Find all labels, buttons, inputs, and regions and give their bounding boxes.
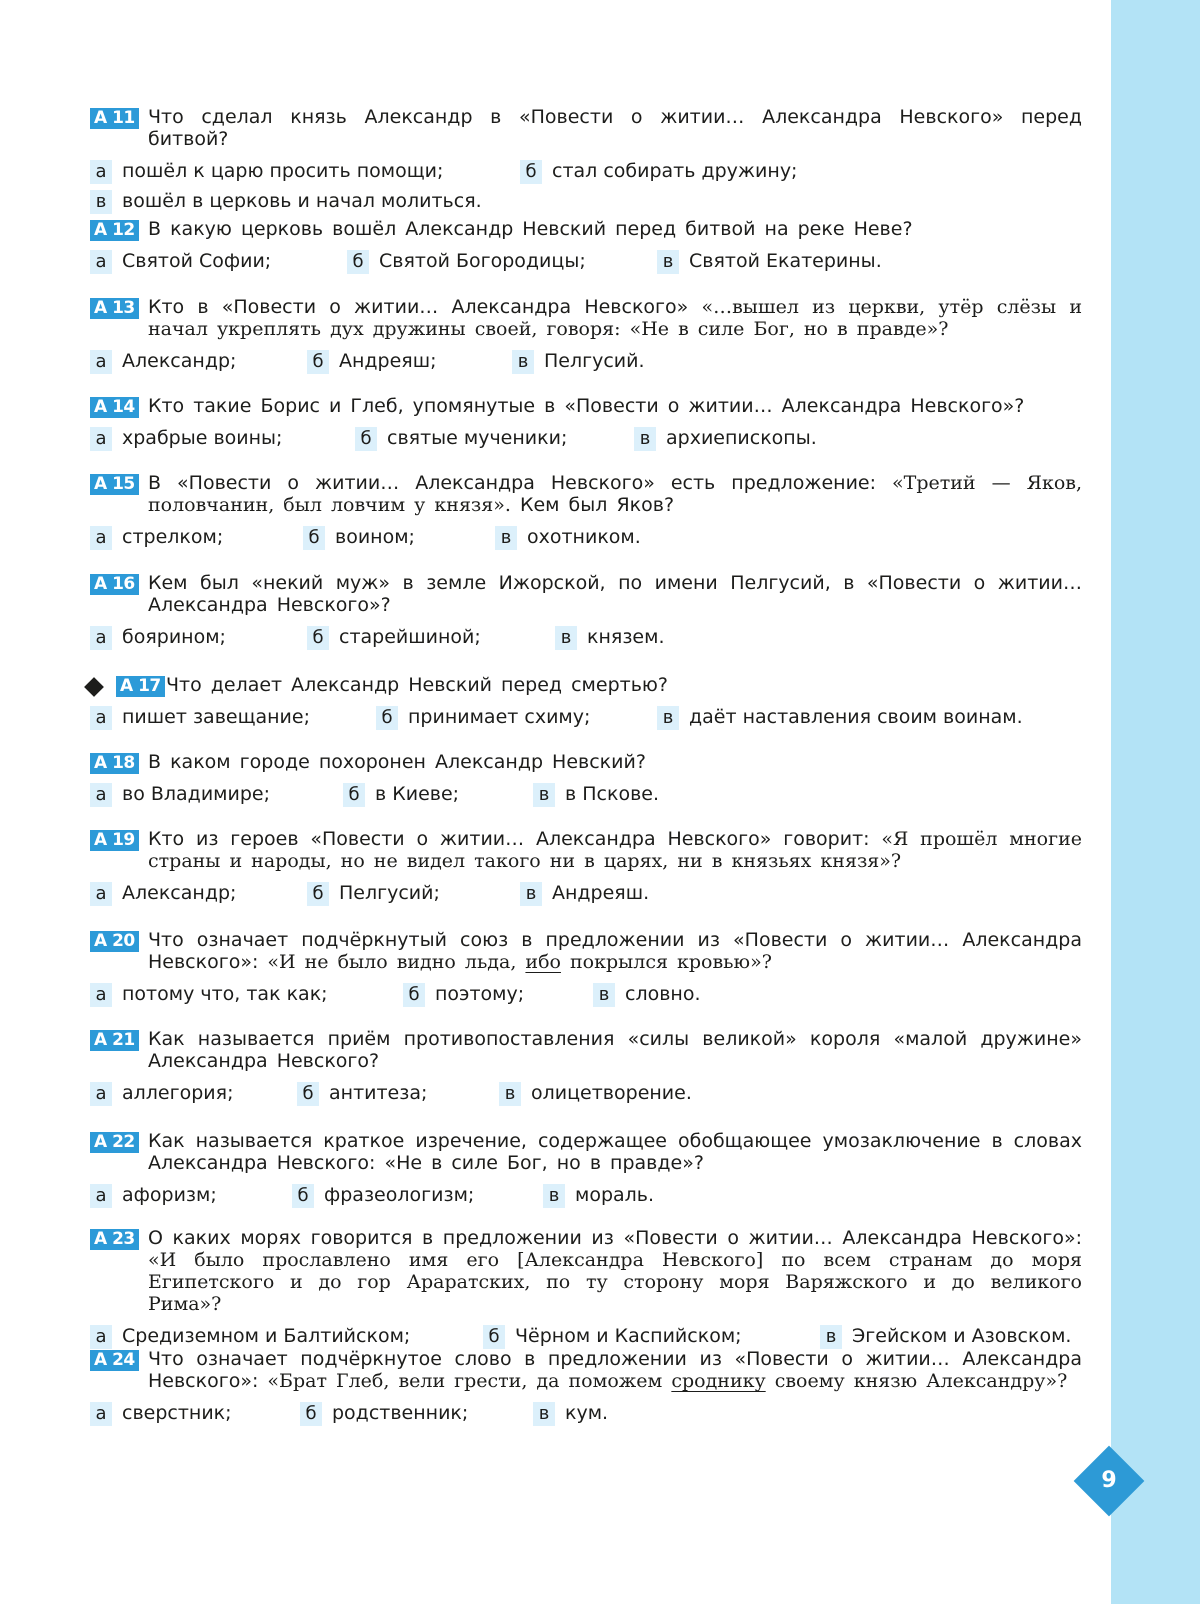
option-a[interactable] (90, 1081, 233, 1106)
option-v[interactable] (543, 1183, 654, 1208)
option-a[interactable] (90, 782, 270, 807)
option-text: Святой Софии; (122, 250, 272, 272)
option-text: вошёл в церковь и начал молиться. (122, 190, 482, 212)
options-row (90, 625, 1082, 651)
option-letter: б (403, 983, 425, 1007)
options-row (90, 982, 1082, 1008)
question-a11 (90, 106, 1082, 215)
option-text: Святой Богородицы; (379, 250, 586, 272)
question-label: А 12 (90, 220, 139, 241)
option-text: Пелгусий. (544, 350, 645, 372)
option-b[interactable] (303, 525, 415, 550)
option-b[interactable] (403, 982, 524, 1007)
option-b[interactable] (347, 249, 586, 274)
option-letter: а (90, 983, 112, 1007)
question-text-part: В «Повести о житии… Александра Невского» есть предложение: (148, 472, 893, 494)
question-text (148, 1227, 1082, 1315)
question-label: А 18 (90, 753, 139, 774)
option-letter: б (303, 526, 325, 550)
option-letter: б (292, 1184, 314, 1208)
option-a[interactable] (90, 426, 282, 451)
option-text: принимает схиму; (408, 706, 591, 728)
options-row (90, 525, 1082, 551)
options-row (90, 881, 1082, 907)
question-header (90, 472, 1082, 516)
question-header (90, 1130, 1082, 1174)
option-text: антитеза; (329, 1082, 428, 1104)
question-label: А 17 (116, 676, 165, 697)
option-text: в Киеве; (375, 783, 460, 805)
options-row (90, 1324, 1082, 1350)
underlined-word: сроднику (671, 1370, 766, 1392)
question-label: А 21 (90, 1030, 139, 1051)
options-row (90, 159, 1082, 185)
option-text: даёт наставления своим воинам. (689, 706, 1023, 728)
option-text: сверстник; (122, 1402, 232, 1424)
option-text: Средиземном и Балтийском; (122, 1325, 411, 1347)
option-a[interactable] (90, 249, 271, 274)
question-header (90, 1227, 1082, 1315)
question-text-part: Что означает подчёркнутый союз в предложении из «Повести о житии… Александра Невского»: (148, 929, 1082, 973)
quoted-passage-part: покрылся кровью»? (560, 951, 772, 973)
option-text: охотником. (527, 526, 641, 548)
question-a18 (90, 751, 1082, 808)
option-b[interactable] (355, 426, 567, 451)
question-text-part: Кто из героев «Повести о житии… Александра Невского» говорит: (148, 828, 882, 850)
option-text: потому что, так как; (122, 983, 328, 1005)
question-a22 (90, 1130, 1082, 1209)
question-text: Кем был «некий муж» в земле Ижорской, по имени Пелгусий, в «Повести о житии… Александра Невского»? (148, 572, 1082, 616)
options-row (90, 349, 1082, 375)
option-letter: а (90, 1082, 112, 1106)
option-letter: в (90, 190, 112, 214)
option-text: Святой Екатерины. (689, 250, 882, 272)
question-a21 (90, 1028, 1082, 1107)
option-b[interactable] (307, 625, 481, 650)
option-text: стал собирать дружину; (552, 160, 798, 182)
option-text: олицетворение. (531, 1082, 692, 1104)
option-text: поэтому; (435, 983, 525, 1005)
quoted-passage (267, 1370, 1067, 1392)
underlined-word: ибо (525, 951, 561, 973)
option-letter: б (376, 706, 398, 730)
option-a[interactable] (90, 1183, 217, 1208)
option-b[interactable] (307, 881, 440, 906)
option-text: Чёрном и Каспийском; (515, 1325, 742, 1347)
option-a[interactable] (90, 982, 328, 1007)
option-letter: б (297, 1082, 319, 1106)
option-v[interactable] (499, 1081, 692, 1106)
option-v[interactable] (533, 1401, 608, 1426)
question-label: А 22 (90, 1132, 139, 1153)
option-v[interactable] (90, 189, 482, 214)
option-b[interactable] (343, 782, 459, 807)
question-a17 (90, 674, 1082, 731)
option-letter: в (512, 350, 534, 374)
question-a19 (90, 828, 1082, 907)
option-b[interactable] (300, 1401, 468, 1426)
option-b[interactable] (292, 1183, 474, 1208)
option-text: афоризм; (122, 1184, 217, 1206)
option-text: Пелгусий; (339, 882, 440, 904)
question-header (90, 674, 1082, 696)
option-text: Эгейском и Азовском. (852, 1325, 1072, 1347)
option-letter: в (657, 250, 679, 274)
question-header (90, 106, 1082, 150)
options-row (90, 782, 1082, 808)
quoted-passage: «Третий — Яков, половчанин, был ловчим у князя». (148, 472, 1082, 516)
question-label: А 11 (90, 108, 139, 129)
question-a12 (90, 218, 1082, 275)
question-a20 (90, 929, 1082, 1008)
question-text: Что сделал князь Александр в «Повести о житии… Александра Невского» перед битвой? (148, 106, 1082, 150)
option-letter: б (307, 626, 329, 650)
question-label: А 19 (90, 830, 139, 851)
option-v[interactable] (634, 426, 817, 451)
option-text: храбрые воины; (122, 427, 283, 449)
option-v[interactable] (820, 1324, 1071, 1349)
question-header (90, 395, 1082, 417)
option-letter: б (520, 160, 542, 184)
question-text-part: Кто в «Повести о житии… Александра Невского» (148, 296, 702, 318)
question-header (90, 828, 1082, 872)
option-text: стрелком; (122, 526, 224, 548)
option-text: в Пскове. (565, 783, 659, 805)
option-text: фразеологизм; (324, 1184, 475, 1206)
question-a14 (90, 395, 1082, 452)
question-label: А 14 (90, 397, 139, 418)
option-letter: а (90, 783, 112, 807)
option-letter: в (495, 526, 517, 550)
options-row (90, 426, 1082, 452)
option-letter: б (343, 783, 365, 807)
option-text: старейшиной; (339, 626, 481, 648)
option-letter: в (543, 1184, 565, 1208)
option-letter: б (307, 882, 329, 906)
option-text: пошёл к царю просить помощи; (122, 160, 444, 182)
option-letter: в (634, 427, 656, 451)
option-v[interactable] (512, 349, 645, 374)
quoted-passage-part: «Брат Глеб, вели грести, да поможем (267, 1370, 672, 1392)
option-letter: б (347, 250, 369, 274)
option-text: Андреяш; (339, 350, 437, 372)
question-text (148, 828, 1082, 872)
option-b[interactable] (297, 1081, 427, 1106)
option-letter: а (90, 1325, 112, 1349)
question-text: Кто такие Борис и Глеб, упомянутые в «Повести о житии… Александра Невского»? (148, 395, 1025, 417)
option-b[interactable] (376, 705, 590, 730)
options-row (90, 1081, 1082, 1107)
quoted-passage (267, 951, 771, 973)
page-edge-band (1111, 0, 1200, 1604)
option-a[interactable] (90, 1401, 232, 1426)
option-letter: в (820, 1325, 842, 1349)
question-text: Как называется приём противопоставления «силы великой» короля «малой дружине» Александра Невского? (148, 1028, 1082, 1072)
question-label: А 15 (90, 474, 139, 495)
quoted-passage-part: своему князю Александру»? (765, 1370, 1068, 1392)
quoted-passage-part: «И не было видно льда, (267, 951, 526, 973)
question-text: В какую церковь вошёл Александр Невский перед битвой на реке Неве? (148, 218, 913, 240)
question-label: А 13 (90, 298, 139, 319)
question-text (148, 929, 1082, 973)
option-text: кум. (565, 1402, 609, 1424)
option-text: аллегория; (122, 1082, 234, 1104)
option-letter: а (90, 427, 112, 451)
question-label: А 16 (90, 574, 139, 595)
quoted-passage: «И было прославлено имя его [Александра Невского] по всем странам до моря Египетского и до гор Араратских, по ту сторону моря Варяжского и до великого Рима»? (148, 1249, 1082, 1315)
option-letter: а (90, 250, 112, 274)
option-text: князем. (587, 626, 665, 648)
question-a13 (90, 296, 1082, 375)
option-text: во Владимире; (122, 783, 271, 805)
option-letter: а (90, 1184, 112, 1208)
option-text: воином; (335, 526, 415, 548)
option-text: святые мученики; (387, 427, 568, 449)
options-row (90, 705, 1082, 731)
option-letter: в (533, 1402, 555, 1426)
option-text: мораль. (575, 1184, 655, 1206)
quoted-passage: «Я прошёл многие страны и народы, но не видел такого ни в царях, ни в князьях князя»? (148, 828, 1082, 872)
option-a[interactable] (90, 625, 226, 650)
question-header (90, 296, 1082, 340)
option-letter: а (90, 160, 112, 184)
option-text: архиепископы. (666, 427, 817, 449)
option-text: Александр; (122, 882, 237, 904)
question-label: А 20 (90, 931, 139, 952)
question-text: Как называется краткое изречение, содержащее обобщающее умозаключение в словах Александра Невского: «Не в силе Бог, но в правде»? (148, 1130, 1082, 1174)
option-v[interactable] (533, 782, 659, 807)
question-text (148, 1348, 1082, 1392)
option-v[interactable] (657, 705, 1023, 730)
question-text: Что делает Александр Невский перед смертью? (166, 674, 668, 696)
question-text-part: О каких морях говорится в предложении из «Повести о житии… Александра Невского»: (148, 1227, 1082, 1249)
option-letter: а (90, 882, 112, 906)
option-letter: а (90, 626, 112, 650)
question-header (90, 1028, 1082, 1072)
option-letter: б (300, 1402, 322, 1426)
question-header (90, 1348, 1082, 1392)
option-a[interactable] (90, 349, 236, 374)
option-letter: а (90, 526, 112, 550)
option-a[interactable] (90, 705, 310, 730)
option-letter: б (483, 1325, 505, 1349)
question-a24 (90, 1348, 1082, 1427)
option-letter: б (355, 427, 377, 451)
option-a[interactable] (90, 159, 443, 184)
option-b[interactable] (520, 159, 797, 184)
option-letter: в (520, 882, 542, 906)
option-b[interactable] (307, 349, 437, 374)
question-header (90, 572, 1082, 616)
option-letter: а (90, 706, 112, 730)
page-number: 9 (1101, 1468, 1117, 1493)
question-text-part: Что означает подчёркнутое слово в предложении из «Повести о житии… Александра Невского»: (148, 1348, 1082, 1392)
option-text: Александр; (122, 350, 237, 372)
question-text-part: Кем был Яков? (510, 494, 675, 516)
option-a[interactable] (90, 1324, 410, 1349)
question-label: А 23 (90, 1229, 139, 1250)
question-a16 (90, 572, 1082, 651)
option-letter: в (533, 783, 555, 807)
options-row (90, 1183, 1082, 1209)
option-b[interactable] (483, 1324, 742, 1349)
question-header (90, 751, 1082, 773)
question-header (90, 929, 1082, 973)
question-header (90, 218, 1082, 240)
options-row (90, 1401, 1082, 1427)
option-letter: в (499, 1082, 521, 1106)
question-text (148, 472, 1082, 516)
option-v[interactable] (495, 525, 641, 550)
options-row (90, 189, 1082, 215)
option-v[interactable] (555, 625, 665, 650)
advanced-task-marker-icon (84, 677, 104, 697)
option-a[interactable] (90, 881, 236, 906)
option-text: родственник; (332, 1402, 469, 1424)
option-text: боярином; (122, 626, 226, 648)
options-row (90, 249, 1082, 275)
option-v[interactable] (593, 982, 701, 1007)
option-letter: а (90, 1402, 112, 1426)
option-letter: а (90, 350, 112, 374)
question-text (148, 296, 1082, 340)
question-label: А 24 (90, 1350, 139, 1371)
option-letter: в (593, 983, 615, 1007)
option-letter: в (657, 706, 679, 730)
option-text: пишет завещание; (122, 706, 310, 728)
option-text: словно. (625, 983, 701, 1005)
question-a23 (90, 1227, 1082, 1350)
question-text: В каком городе похоронен Александр Невский? (148, 751, 646, 773)
option-v[interactable] (657, 249, 882, 274)
option-letter: б (307, 350, 329, 374)
option-v[interactable] (520, 881, 649, 906)
quoted-passage: «…вышел из церкви, утёр слёзы и начал укреплять дух дружины своей, говоря: «Не в силе Бог, но в правде»? (148, 296, 1082, 340)
question-a15 (90, 472, 1082, 551)
option-text: Андреяш. (552, 882, 650, 904)
option-a[interactable] (90, 525, 223, 550)
option-letter: в (555, 626, 577, 650)
